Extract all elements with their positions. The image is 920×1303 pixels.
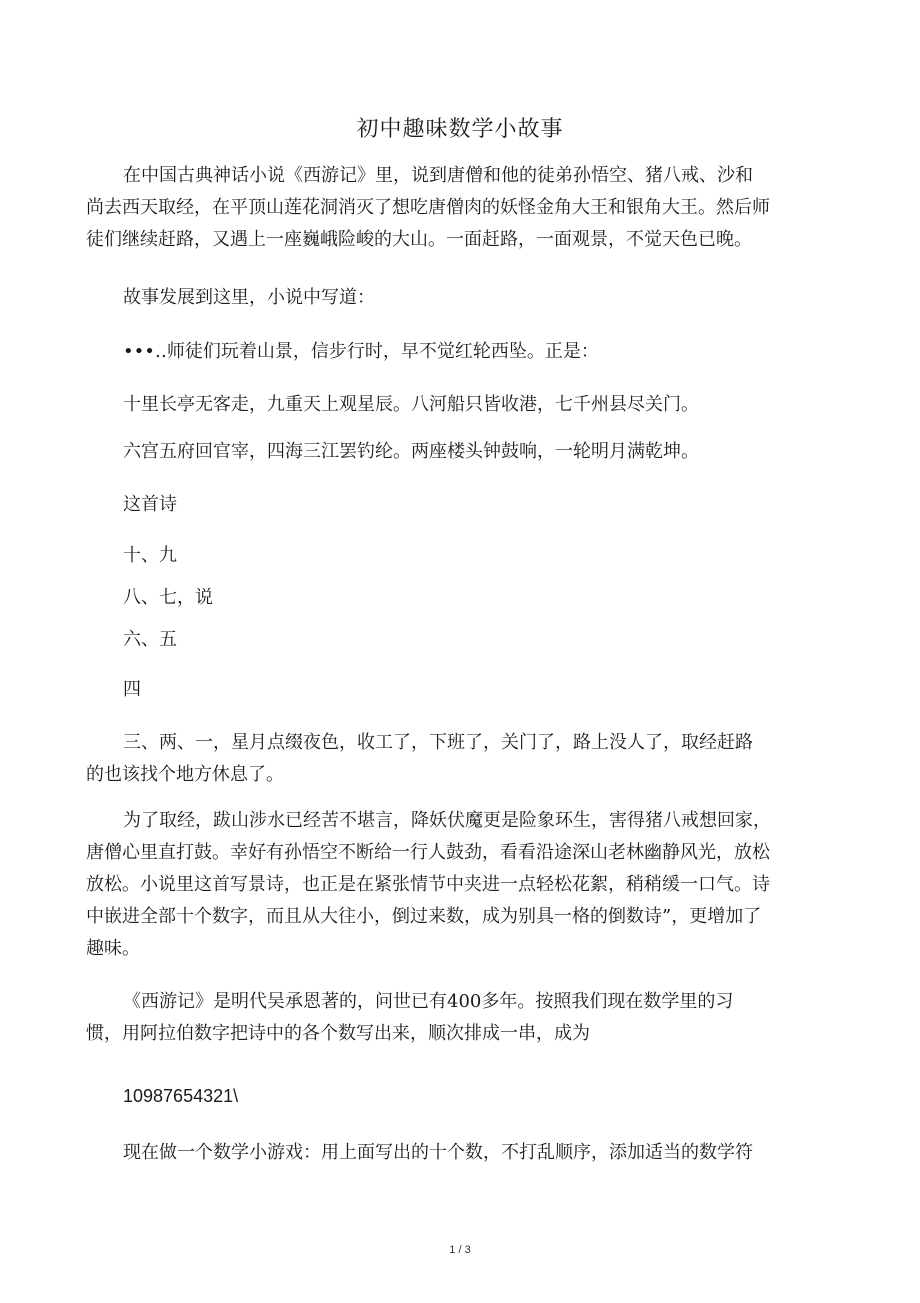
digit-sequence: 10987654321\ [123,1086,239,1106]
page-number: 1 / 3 [449,1244,471,1256]
line-eight-seven: 八、七，说 [123,587,213,608]
paragraph-quote-intro: •••‥师徒们玩着山景，信步行时，早不觉红轮西坠。正是： [123,341,599,362]
paragraph-math-game: 现在做一个数学小游戏：用上面写出的十个数，不打乱顺序，添加适当的数学符 [123,1142,753,1163]
paragraph-three-two-one [86,727,806,791]
paragraph-intro [86,160,806,256]
text-line: 三、两、一，星月点缀夜色，收工了，下班了，关门了，路上没人了，取经赶路 [123,732,753,753]
text-line: 中嵌进全部十个数字，而且从大往小，倒过来数，成为别具一格的倒数诗”，更增加了 [86,906,762,927]
text-line: 惯，用阿拉伯数字把诗中的各个数写出来，顺次排成一串，成为 [86,1023,590,1044]
line-four: 四 [123,679,141,700]
poem-line-1: 十里长亭无客走，九重天上观星辰。八河船只皆收港，七千州县尽关门。 [123,394,699,415]
text-line: 在中国古典神话小说《西游记》里，说到唐僧和他的徒弟孙悟空、猪八戒、沙和 [123,165,753,186]
paragraph-story-development: 故事发展到这里，小说中写道： [123,287,375,308]
line-this-poem: 这首诗 [123,494,177,515]
line-six-five: 六、五 [123,629,177,650]
document-title: 初中趣味数学小故事 [356,117,564,142]
text-line: 为了取经，跋山涉水已经苦不堪言，降妖伏魔更是险象环生，害得猪八戒想回家， [123,810,771,831]
text-line: 唐僧心里直打鼓。幸好有孙悟空不断给一行人鼓劲，看看沿途深山老林幽静风光，放松 [86,842,770,863]
text-line: 徒们继续赶路，又遇上一座巍峨险峻的大山。一面赶路，一面观景，不觉天色已晚。 [86,229,752,250]
text-line: 尚去西天取经，在平顶山莲花洞消灭了想吃唐僧肉的妖怪金角大王和银角大王。然后师 [86,197,770,218]
poem-line-2: 六宫五府回官宰，四海三江罢钓纶。两座楼头钟鼓响，一轮明月满乾坤。 [123,441,699,462]
text-line: 《西游记》是明代吴承恩著的，问世已有400多年。按照我们现在数学里的习 [123,991,734,1012]
paragraph-pilgrimage [86,805,806,965]
text-line: 趣味。 [86,938,140,959]
text-line: 放松。小说里这首写景诗，也正是在紧张情节中夹进一点轻松花絮，稍稍缓一口气。诗 [86,874,770,895]
paragraph-wu-chengen [86,986,806,1050]
text-line: 的也该找个地方休息了。 [86,764,284,785]
line-ten-nine: 十、九 [123,545,177,566]
